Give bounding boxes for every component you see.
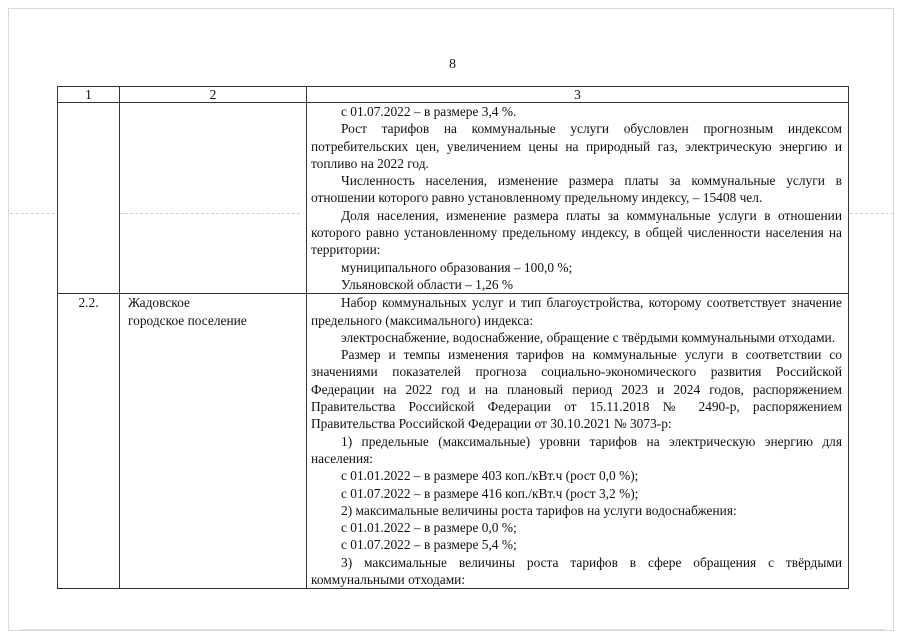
paragraph: муниципального образования – 100,0 %; bbox=[341, 259, 573, 275]
paragraph: Численность населения, изменение размера платы за коммунальные услуги в отношении которого равно установленному предельному индексу, – 15408 чел. bbox=[311, 173, 842, 206]
paragraph: Рост тарифов на коммунальные услуги обусловлен прогнозным индексом потребительских цен, увеличением цены на природный газ, электрическую энергию и топливо на 2022 год. bbox=[311, 121, 842, 171]
paragraph: 3) максимальные величины роста тарифов в сфере обращения с твёрдыми коммунальными отходами: bbox=[311, 554, 842, 588]
paragraph: Ульяновской области – 1,26 % bbox=[341, 276, 514, 292]
scan-artifact bbox=[10, 213, 55, 214]
paragraph: с 01.01.2022 – в размере 0,0 %; bbox=[341, 520, 517, 536]
row-number: 2.2. bbox=[58, 294, 120, 589]
paragraph: Размер и темпы изменения тарифов на коммунальные услуги в соответствии со значениями показателей прогноза социально-экономического развития Российской Федерации на 2022 год и на плановый период 2023 и 2024 годов, распоряжением Правительства Российской Федерации от 15.11.2018 № 2490-р, распоряжением Правительства Российской Федерации от 30.10.2021 № 3073-р: bbox=[311, 347, 842, 432]
row-name bbox=[120, 294, 307, 589]
table-header-row bbox=[58, 87, 849, 103]
row-number bbox=[58, 103, 120, 294]
row-name-line: Жадовское bbox=[128, 295, 190, 311]
paragraph: Доля населения, изменение размера платы за коммунальные услуги в отношении которого равно установленному предельному индексу, в общей численности населения на территории: bbox=[311, 207, 842, 258]
content-table bbox=[57, 86, 849, 589]
column-header-1: 1 bbox=[58, 87, 120, 103]
paragraph: Набор коммунальных услуг и тип благоустройства, которому соответствует значение предельного (максимального) индекса: bbox=[311, 295, 842, 328]
table-row bbox=[58, 103, 849, 294]
column-header-2: 2 bbox=[120, 87, 307, 103]
scan-artifact bbox=[850, 213, 894, 214]
row-description bbox=[307, 294, 849, 589]
row-name-line: городское поселение bbox=[128, 312, 247, 328]
column-header-3: 3 bbox=[307, 87, 849, 103]
paragraph: с 01.07.2022 – в размере 3,4 %. bbox=[341, 104, 517, 119]
paragraph: 1) предельные (максимальные) уровни тарифов на электрическую энергию для населения: bbox=[311, 433, 842, 466]
paragraph: с 01.07.2022 – в размере 5,4 %; bbox=[341, 537, 517, 553]
row-name bbox=[120, 103, 307, 294]
scan-artifact bbox=[20, 629, 885, 630]
table-row bbox=[58, 294, 849, 589]
paragraph: с 01.07.2022 – в размере 416 коп./кВт.ч (рост 3,2 %); bbox=[341, 485, 639, 501]
paragraph: с 01.01.2022 – в размере 403 коп./кВт.ч (рост 0,0 %); bbox=[341, 468, 639, 484]
row-description bbox=[307, 103, 849, 294]
paragraph: 2) максимальные величины роста тарифов на услуги водоснабжения: bbox=[341, 502, 737, 518]
paragraph: электроснабжение, водоснабжение, обращение с твёрдыми коммунальными отходами. bbox=[341, 329, 836, 345]
page-number: 8 bbox=[449, 57, 456, 72]
